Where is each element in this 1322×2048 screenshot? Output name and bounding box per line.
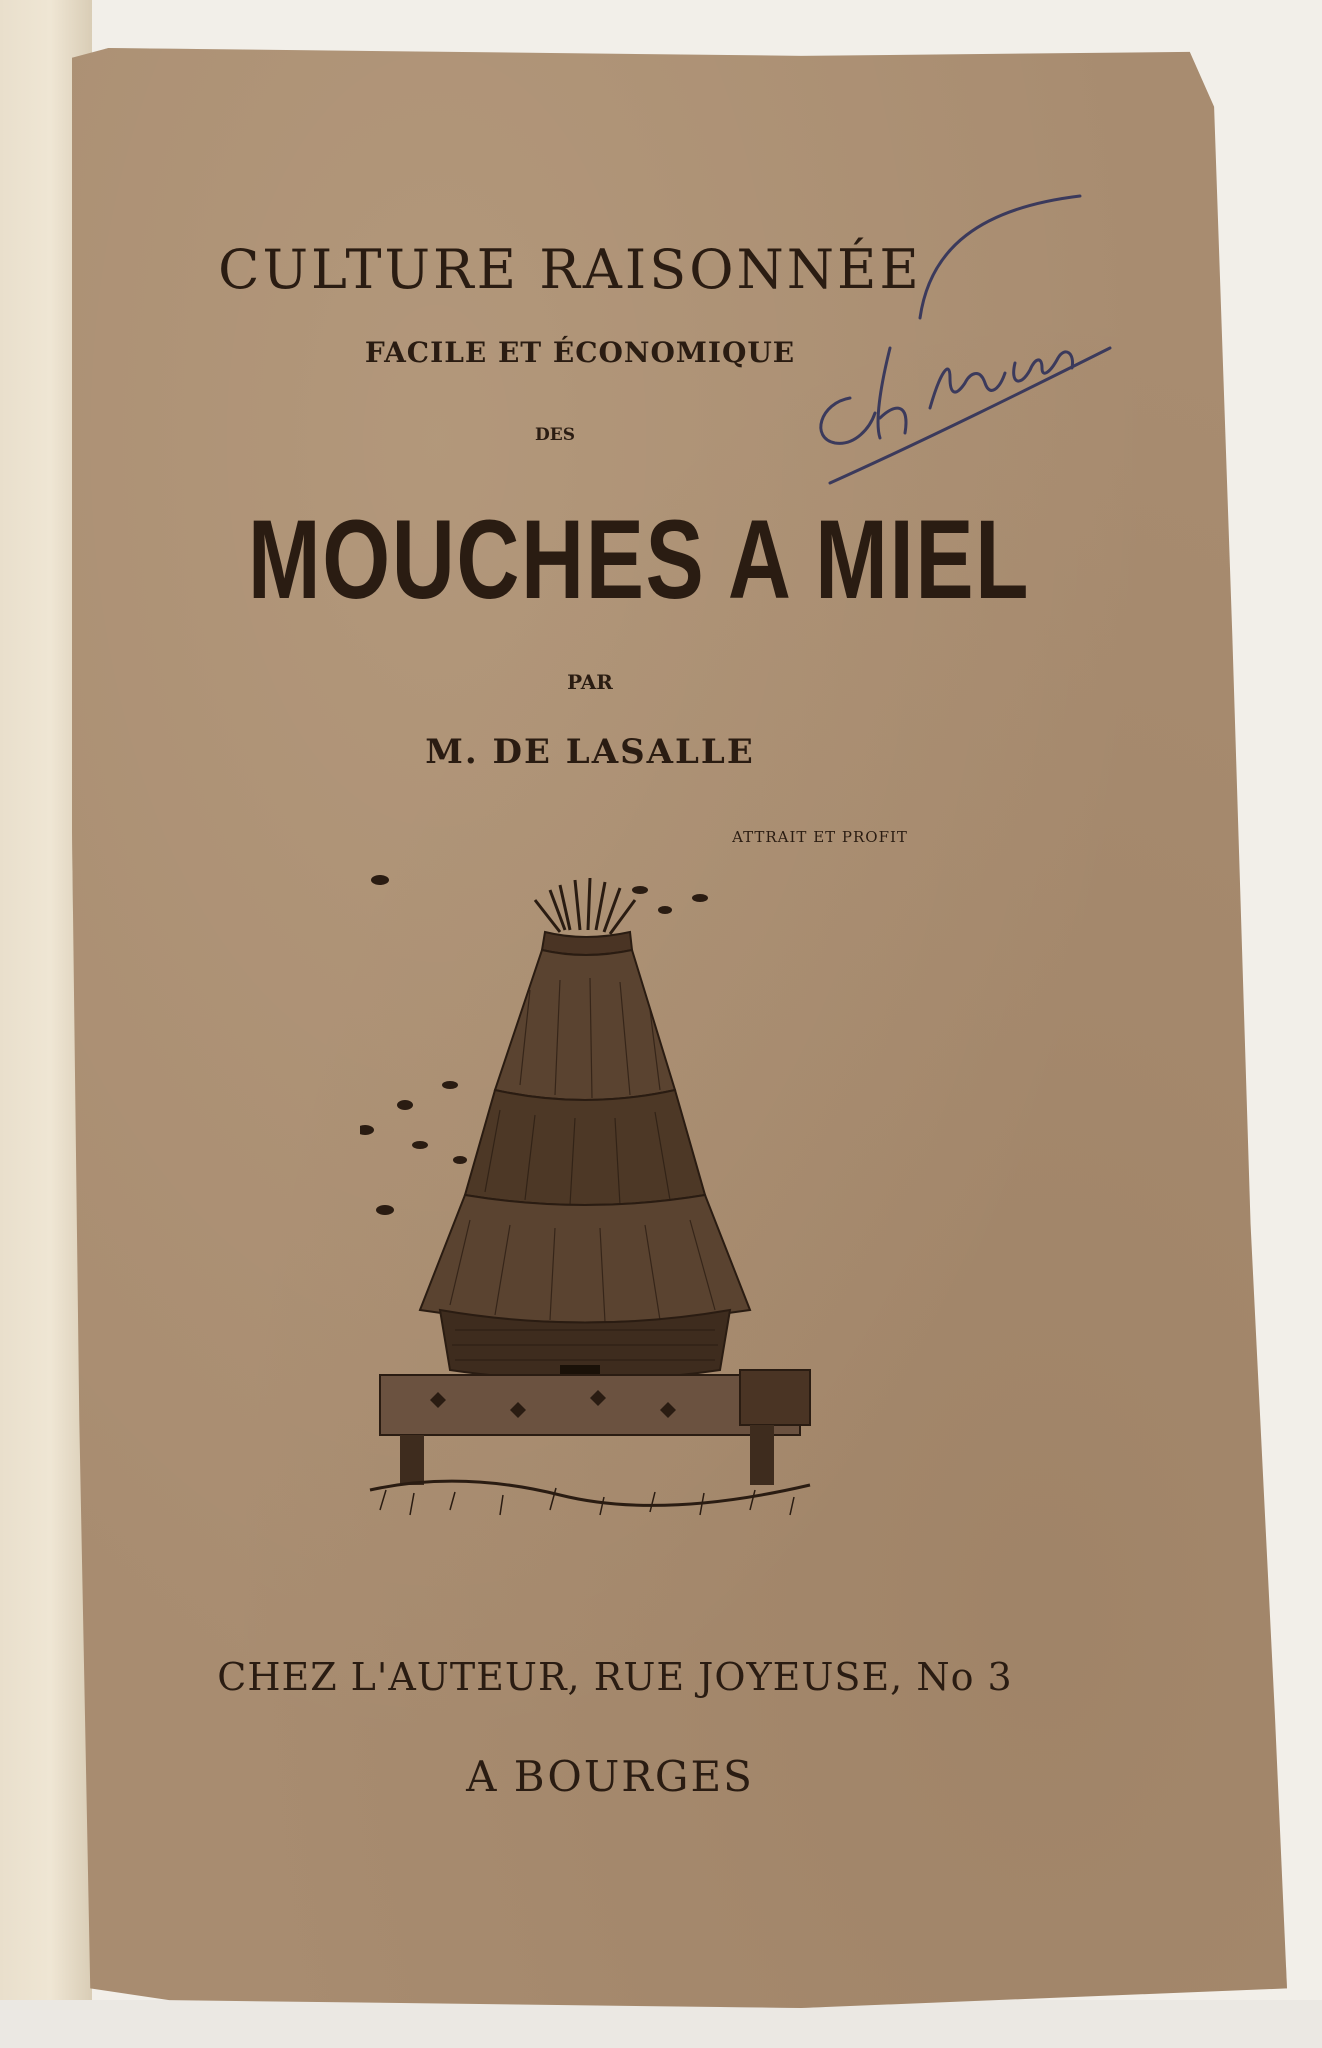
handwritten-signature: [780, 188, 1140, 548]
publisher-line: CHEZ L'AUTEUR, RUE JOYEUSE, No 3: [217, 1655, 1013, 1699]
beehive-engraving: [360, 870, 860, 1530]
table-surface: [0, 2000, 1322, 2048]
hive-tier-1: [495, 950, 675, 1100]
hive-stand: [380, 1375, 800, 1435]
author-name: M. DE LASALLE: [425, 732, 755, 772]
title-line-1: CULTURE RAISONNÉE: [218, 238, 922, 301]
hive-tier-2: [465, 1090, 705, 1205]
by-label: PAR: [567, 670, 613, 694]
main-title: MOUCHES A MIEL: [247, 497, 1031, 622]
title-line-2: FACILE ET ÉCONOMIQUE: [364, 336, 796, 369]
motto: ATTRAIT ET PROFIT: [732, 828, 908, 846]
title-line-3: DES: [535, 425, 575, 445]
publisher-city: A BOURGES: [466, 1752, 754, 1801]
